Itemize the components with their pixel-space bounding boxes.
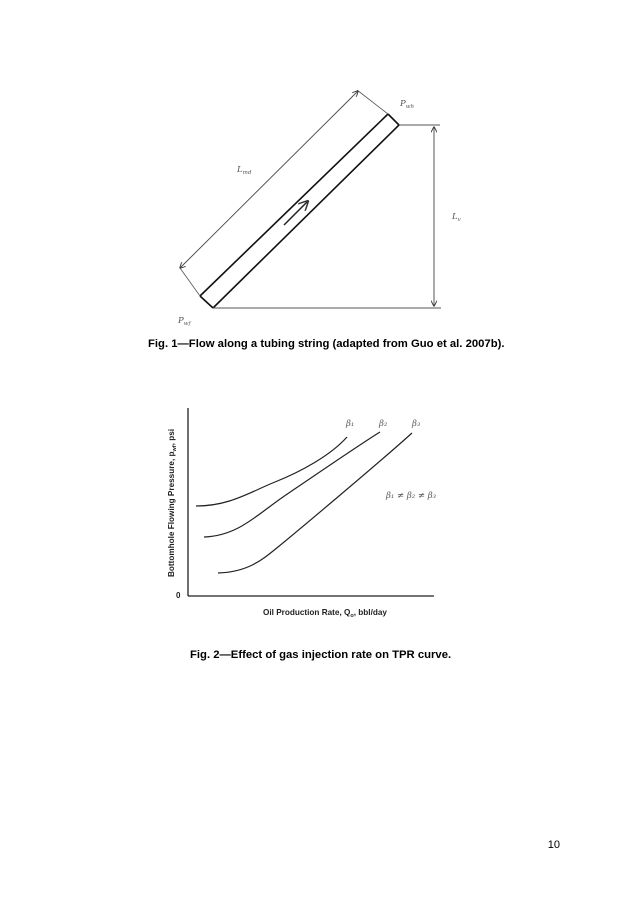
label-l-md: $L_{md}$ — [237, 165, 252, 176]
origin-label: 0 — [176, 591, 181, 600]
figure-1-diagram — [177, 90, 462, 327]
label-l-v: $L_v$ — [452, 212, 461, 223]
label-p-wh: $P_{wh}$ — [400, 99, 414, 110]
curve-label-beta-3: β₃ — [412, 419, 421, 429]
extension-line-top — [357, 90, 388, 114]
x-axis-title: Oil Production Rate, $Q_o$, bbl/day — [263, 608, 387, 619]
flow-arrow — [284, 201, 308, 225]
extension-line-bottom — [180, 268, 200, 296]
tubing-wall-left — [200, 114, 388, 296]
page-number: 10 — [547, 839, 560, 851]
tubing-cap-top — [388, 114, 399, 125]
curve-beta-2 — [204, 432, 380, 537]
y-axis-title: Bottomhole Flowing Pressure, $p_{wf}$, psi — [167, 428, 178, 578]
measured-depth-dimension — [180, 91, 358, 268]
curve-beta-1 — [196, 437, 347, 506]
figure-2-chart — [167, 408, 437, 619]
figure-1-caption: Fig. 1—Flow along a tubing string (adapted from Guo et al. 2007b). — [148, 338, 505, 350]
tubing-wall-right — [213, 125, 399, 308]
curve-label-beta-1: β₁ — [346, 419, 355, 429]
beta-inequality: β₁ ≠ β₂ ≠ β₃ — [386, 491, 437, 501]
tubing-cap-bottom — [200, 296, 213, 308]
curve-label-beta-2: β₂ — [379, 419, 388, 429]
figure-2-caption: Fig. 2—Effect of gas injection rate on TPR curve. — [190, 649, 452, 661]
label-p-wf: $P_{wf}$ — [178, 316, 191, 327]
curve-beta-3 — [218, 433, 412, 573]
